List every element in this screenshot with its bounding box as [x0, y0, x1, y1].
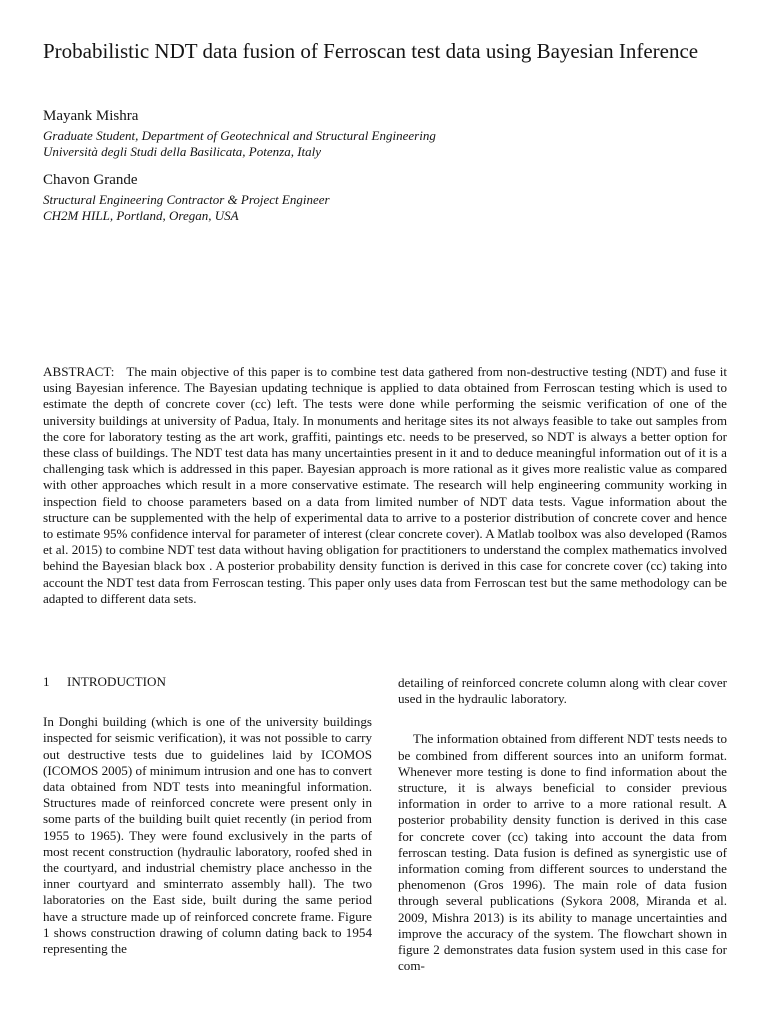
author-block-2 [43, 171, 733, 224]
author-affiliation: Structural Engineering Contractor & Project Engineer [43, 192, 330, 207]
author-affiliation: Università degli Studi della Basilicata, Potenza, Italy [43, 144, 322, 159]
abstract [43, 364, 727, 607]
abstract-text: The main objective of this paper is to combine test data gathered from non-destructive testing (NDT) and fuse it using Bayesian inference. The Bayesian updating technique is applied to data obtained from Ferroscan testing which is used to estimate the depth of concrete cover (cc) left. The tests were done while performing the seismic verification of one of the university buildings at university of Padua, Italy. In monuments and heritage sites its not always feasible to take out samples from the core for laboratory testing as the art work, graffiti, paintings etc. needs to be preserved, so NDT is always a better option for these class of buildings. The NDT test data has many uncertainties present in it and to deduce meaningful information out of it is a challenging task which is addressed in this paper. Bayesian approach is more rational as it gives more realistic value as compared with other approaches which result in a more conservative estimate. The research will help engineering community working in inspection field to choose parameters based on a data from limited number of NDT data tests. Vague information about the structure can be supplemented with the help of experimental data to arrive to a posterior distribution of concrete cover and hence to estimate 95% confidence interval for parameter of interest (clear concrete cover). A Matlab toolbox was also developed (Ramos et al. 2015) to combine NDT test data without having obligation for practitioners to understand the complex mathematics involved behind the Bayesian black box . A posterior probability density function is derived in this case for concrete cover (cc) taking into account the NDT test data from Ferroscan testing. This paper only uses data from Ferroscan test but the same methodology can be adapted to different data sets. [43, 364, 727, 606]
body-paragraph: detailing of reinforced concrete column along with clear cover used in the hydraulic laboratory. [398, 675, 727, 707]
abstract-label: ABSTRACT: [43, 364, 115, 379]
author-block-1 [43, 107, 733, 160]
author-name: Chavon Grande [43, 172, 138, 188]
right-column [398, 675, 727, 974]
left-column [43, 674, 372, 957]
body-paragraph: The information obtained from different NDT tests needs to be combined from different sources into an uniform format. Whenever more testing is done to find information about the structure, it is always beneficial to consider previous information in order to arrive to a more rational result. A posterior probability density function is derived in this case for concrete cover (cc) taking into account the data from ferroscan testing. Data fusion is defined as synergistic use of information coming from different sources to understand the phenomenon (Gros 1996). The main role of data fusion through several publications (Sykora 2008, Miranda et al. 2009, Mishra 2013) is its ability to manage uncertainties and improve the accuracy of the system. The flowchart shown in figure 2 demonstrates data fusion system used in this case for com- [398, 731, 727, 974]
paper-title: Probabilistic NDT data fusion of Ferroscan test data using Bayesian Inference [43, 39, 699, 63]
body-paragraph: In Donghi building (which is one of the university buildings inspected for seismic verification), it was not possible to carry out destructive tests due to guidelines laid by ICOMOS (ICOMOS 2005) of minimum intrusion and one has to convert data obtained from NDT tests into meaningful information. Structures made of reinforced concrete were present only in some parts of the building built quiet recently (in period from 1955 to 1965). They were found exclusively in the parts of most recent construction (hydraulic laboratory, roofed shed in the courtyard, and industrial chemistry place anchesso in the inner courtyard and sminterrato assembly hall). The two laboratories on the East side, built during the same period have a structure made up of reinforced concrete frame. Figure 1 shows construction drawing of column dating back to 1954 representing the [43, 714, 372, 957]
author-affiliation: CH2M HILL, Portland, Oregan, USA [43, 208, 239, 223]
author-name: Mayank Mishra [43, 108, 139, 124]
section-title: INTRODUCTION [67, 674, 166, 689]
section-heading [43, 674, 372, 690]
author-affiliation: Graduate Student, Department of Geotechnical and Structural Engineering [43, 128, 436, 143]
section-number: 1 [43, 674, 50, 689]
